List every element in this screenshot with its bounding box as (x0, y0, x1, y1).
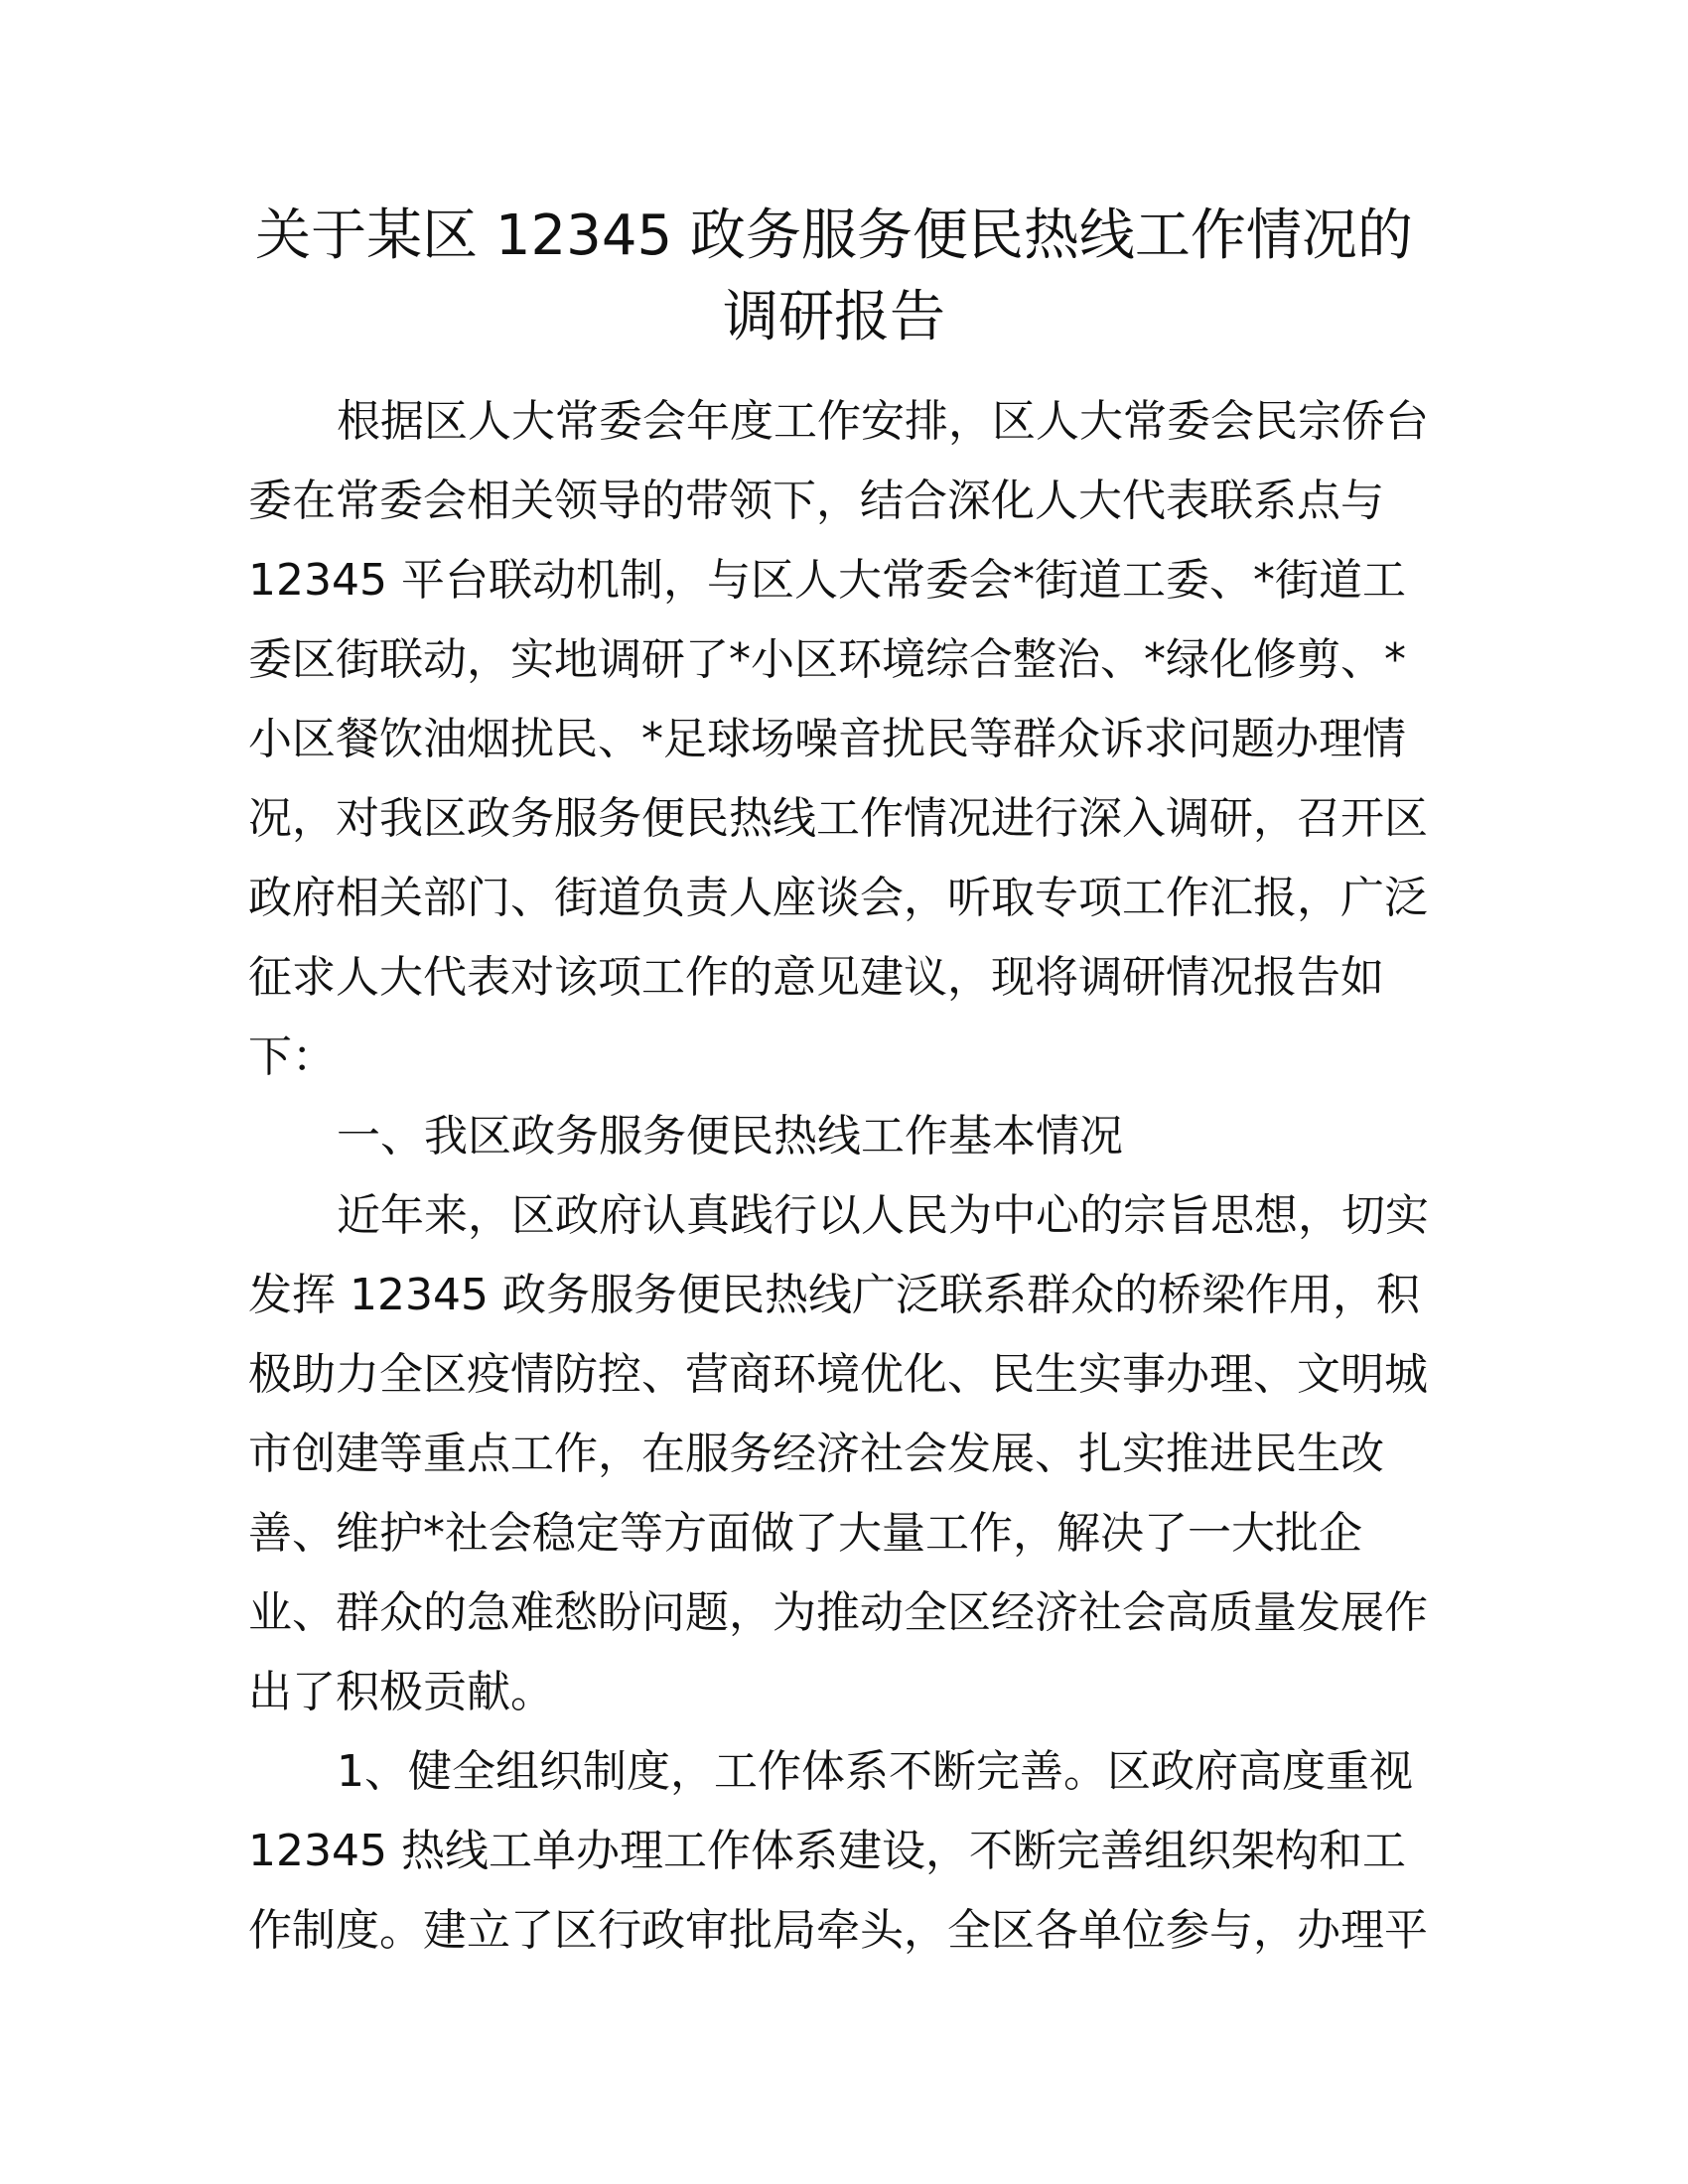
document-title-line-2: 调研报告 (723, 285, 945, 349)
text-line: 市创建等重点工作，在服务经济社会发展、扎实推进民生改 (248, 1429, 1384, 1479)
text-line: 发挥 12345 政务服务便民热线广泛联系群众的桥梁作用，积 (248, 1270, 1420, 1320)
text-line: 12345 热线工单办理工作体系建设，不断完善组织架构和工 (248, 1826, 1406, 1876)
text-line: 征求人大代表对该项工作的意见建议，现将调研情况报告如 (248, 952, 1384, 1003)
text-line: 小区餐饮油烟扰民、*足球场噪音扰民等群众诉求问题办理情 (248, 714, 1406, 764)
document-title-line-1: 关于某区 12345 政务服务便民热线工作情况的 (255, 204, 1413, 268)
document-body (248, 382, 1440, 1971)
text-line: 作制度。建立了区行政审批局牵头，全区各单位参与，办理平 (248, 1905, 1428, 1956)
text-line: 12345 平台联动机制，与区人大常委会*街道工委、*街道工 (248, 555, 1406, 606)
text-line: 善、维护*社会稳定等方面做了大量工作，解决了一大批企 (248, 1508, 1362, 1559)
text-line: 出了积极贡献。 (248, 1667, 554, 1717)
text-line: 极助力全区疫情防控、营商环境优化、民生实事办理、文明城 (248, 1349, 1428, 1400)
text-line: 业、群众的急难愁盼问题，为推动全区经济社会高质量发展作 (248, 1587, 1428, 1638)
section-heading-1 (248, 1097, 1440, 1176)
text-line: 委在常委会相关领导的带领下，结合深化人大代表联系点与 (248, 476, 1384, 526)
text-line: 政府相关部门、街道负责人座谈会，听取专项工作汇报，广泛 (248, 873, 1428, 923)
section-heading-text: 一、我区政务服务便民热线工作基本情况 (337, 1111, 1123, 1161)
text-line: 1、健全组织制度，工作体系不断完善。区政府高度重视 (337, 1746, 1413, 1797)
text-line: 下： (248, 1031, 336, 1082)
text-line: 根据区人大常委会年度工作安排，区人大常委会民宗侨台 (337, 396, 1429, 447)
paragraph-item-1 (248, 1732, 1440, 1971)
text-line: 况，对我区政务服务便民热线工作情况进行深入调研，召开区 (248, 793, 1428, 844)
paragraph-overview (248, 1176, 1440, 1732)
text-line: 委区街联动，实地调研了*小区环境综合整治、*绿化修剪、* (248, 634, 1406, 685)
paragraph-intro (248, 382, 1440, 1097)
text-line: 近年来，区政府认真践行以人民为中心的宗旨思想，切实 (337, 1190, 1429, 1241)
